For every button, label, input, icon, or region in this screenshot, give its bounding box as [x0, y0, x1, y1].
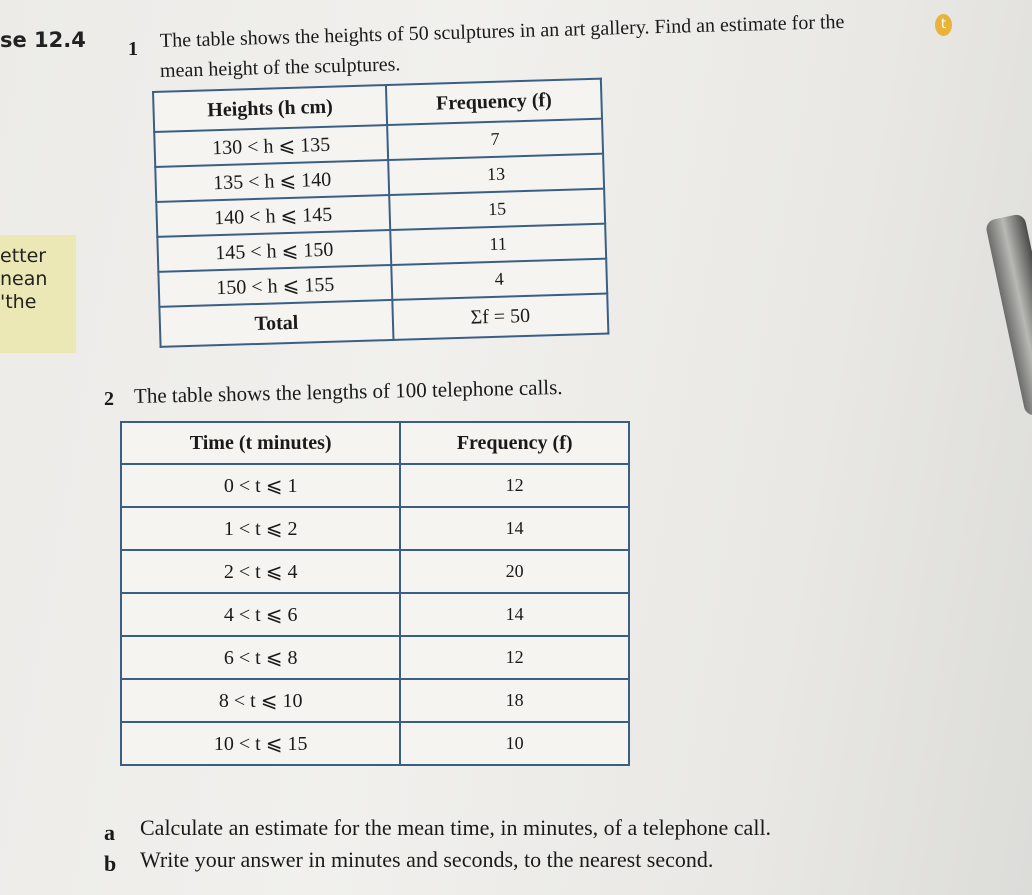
table2-interval-cell: 4 < t ⩽ 6 — [121, 593, 400, 636]
table1-frequency-cell: 7 — [387, 119, 603, 160]
table2-interval-cell: 8 < t ⩽ 10 — [121, 679, 400, 722]
table1-total-value: Σf = 50 — [392, 294, 608, 340]
table1-interval-cell: 135 < h ⩽ 140 — [155, 160, 389, 202]
table1-interval-cell: 145 < h ⩽ 150 — [157, 230, 391, 272]
table2-frequency-cell: 10 — [400, 722, 629, 765]
table2-interval-cell: 1 < t ⩽ 2 — [121, 507, 400, 550]
part-b-label: b — [104, 851, 117, 876]
margin-line-2: nean — [0, 268, 48, 290]
table1-interval-cell: 140 < h ⩽ 145 — [156, 195, 390, 237]
sculpture-heights-table — [152, 78, 609, 348]
question-2-text: The table shows the lengths of 100 telephone calls. — [133, 375, 563, 408]
table1-interval-cell: 150 < h ⩽ 155 — [158, 265, 392, 307]
table2-frequency-cell: 18 — [400, 679, 629, 722]
table2-row — [121, 679, 629, 722]
margin-text — [0, 245, 47, 314]
telephone-calls-table — [120, 421, 630, 766]
margin-line-3: 'the — [0, 291, 37, 313]
table1-total-label: Total — [159, 300, 393, 347]
table2-row — [121, 722, 629, 765]
part-a-text: Calculate an estimate for the mean time, in minutes, of a telephone call. — [140, 815, 772, 840]
part-a-label: a — [104, 820, 115, 845]
table1-frequency-cell: 11 — [390, 224, 606, 265]
table2-row — [121, 507, 629, 550]
table2-row — [121, 593, 629, 636]
question-1-text-line2: mean height of the sculptures. — [159, 53, 401, 82]
table2-interval-cell: 10 < t ⩽ 15 — [121, 722, 400, 765]
corner-badge: t — [935, 14, 952, 36]
table2-interval-cell: 6 < t ⩽ 8 — [121, 636, 400, 679]
table2-row — [121, 636, 629, 679]
table1-frequency-cell: 13 — [388, 154, 604, 195]
table2-frequency-cell: 14 — [400, 507, 629, 550]
table1-header-frequency: Frequency (f) — [386, 79, 602, 125]
part-b-text: Write your answer in minutes and seconds, to the nearest second. — [140, 847, 714, 872]
table2-interval-cell: 0 < t ⩽ 1 — [121, 464, 400, 507]
table2-frequency-cell: 20 — [400, 550, 629, 593]
table2-frequency-cell: 14 — [400, 593, 629, 636]
question-2-number: 2 — [104, 388, 114, 410]
table2-frequency-cell: 12 — [400, 464, 629, 507]
table1-interval-cell: 130 < h ⩽ 135 — [154, 125, 388, 167]
exercise-heading: se 12.4 — [0, 28, 86, 52]
table1-frequency-cell: 15 — [389, 189, 605, 230]
table2-interval-cell: 2 < t ⩽ 4 — [121, 550, 400, 593]
margin-line-1: etter — [0, 245, 47, 267]
table2-frequency-cell: 12 — [400, 636, 629, 679]
table2-row — [121, 464, 629, 507]
table1-header-heights: Heights (h cm) — [153, 85, 387, 132]
question-1-text-line1: The table shows the heights of 50 sculptures in an art gallery. Find an estimate for the — [159, 10, 845, 52]
table2-header-frequency: Frequency (f) — [400, 422, 629, 464]
pen-object — [985, 213, 1032, 417]
table2-header-time: Time (t minutes) — [121, 422, 400, 464]
table1-frequency-cell: 4 — [391, 259, 607, 300]
question-1-number: 1 — [128, 38, 138, 60]
table2-row — [121, 550, 629, 593]
